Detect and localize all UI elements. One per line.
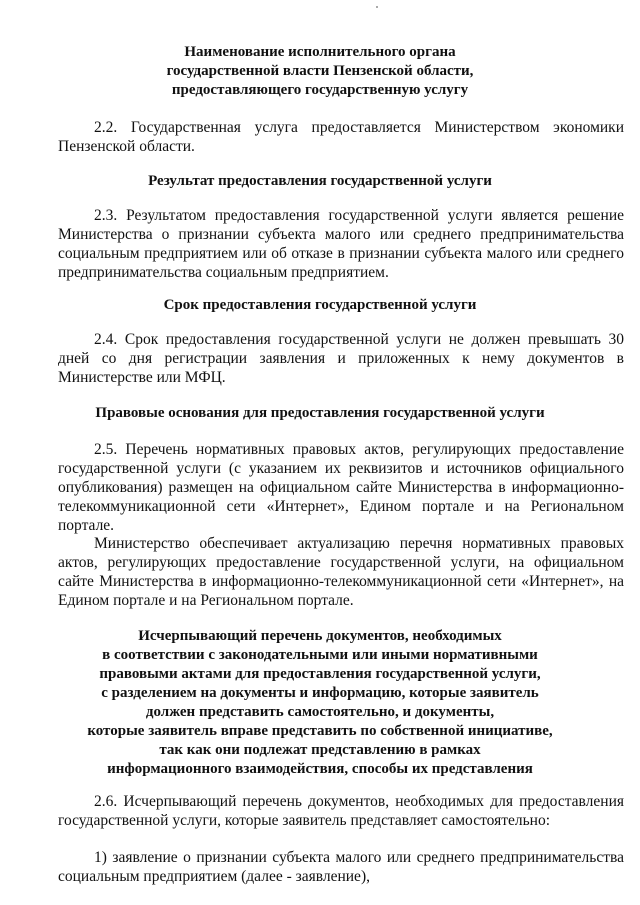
heading-legal-basis bbox=[40, 404, 600, 423]
heading-line: Правовые основания для предоставления государственной услуги bbox=[95, 405, 545, 421]
heading-line: Исчерпывающий перечень документов, необходимых bbox=[138, 628, 502, 644]
heading-documents-list bbox=[40, 627, 600, 779]
heading-line: так как они подлежат представлению в рамках bbox=[159, 742, 481, 758]
heading-executive-body bbox=[40, 43, 600, 100]
heading-line: информационного взаимодействия, способы их представления bbox=[107, 761, 533, 777]
heading-line: правовыми актами для предоставления государственной услуги, bbox=[99, 666, 541, 682]
heading-line: в соответствии с законодательными или иными нормативными bbox=[102, 647, 538, 663]
heading-line: должен представить самостоятельно, и документы, bbox=[145, 704, 495, 720]
heading-line: которые заявитель вправе представить по собственной инициативе, bbox=[87, 723, 553, 739]
paragraph-2-6: 2.6. Исчерпывающий перечень документов, необходимых для предоставления государственной услуги, которые заявитель представляет самостоятельно: bbox=[58, 793, 624, 829]
heading-line: предоставляющего государственную услугу bbox=[171, 82, 469, 98]
paragraph-2-2: 2.2. Государственная услуга предоставляется Министерством экономики Пензенской области. bbox=[58, 119, 624, 155]
heading-line: с разделением на документы и информацию, которые заявитель bbox=[101, 685, 539, 701]
paragraph-2-5-ministry: Министерство обеспечивает актуализацию перечня нормативных правовых актов, регулирующих предоставление государственной услуги, на официальном сайте Министерства в информационно-телекоммуникационной сети «Интернет», на Едином портале и на Региональном портале. bbox=[58, 535, 624, 609]
heading-line: государственной власти Пензенской области, bbox=[166, 63, 474, 79]
heading-line: Наименование исполнительного органа bbox=[184, 44, 456, 60]
heading-term bbox=[40, 296, 600, 315]
paragraph-2-5: 2.5. Перечень нормативных правовых актов, регулирующих предоставление государственной услуги (с указанием их реквизитов и источников официального опубликования) размещен на официальном сайте Министерства в информационно-телекоммуникационной сети «Интернет», Едином портале и на Региональном портале. bbox=[58, 441, 624, 534]
paragraph-2-3: 2.3. Результатом предоставления государственной услуги является решение Министерства о признании субъекта малого или среднего предпринимательства социальным предприятием или об отказе в признании субъекта малого или среднего предпринимательства социальным предприятием. bbox=[58, 207, 624, 281]
paragraph-2-6-item-1: 1) заявление о признании субъекта малого или среднего предпринимательства социальным предприятием (далее - заявление), bbox=[58, 849, 624, 885]
paragraph-2-4: 2.4. Срок предоставления государственной услуги не должен превышать 30 дней со дня регистрации заявления и приложенных к нему документов в Министерстве или МФЦ. bbox=[58, 331, 624, 386]
heading-line: Срок предоставления государственной услуги bbox=[163, 297, 477, 313]
scan-speck bbox=[376, 6, 378, 8]
heading-result bbox=[40, 172, 600, 191]
heading-line: Результат предоставления государственной услуги bbox=[148, 173, 492, 189]
